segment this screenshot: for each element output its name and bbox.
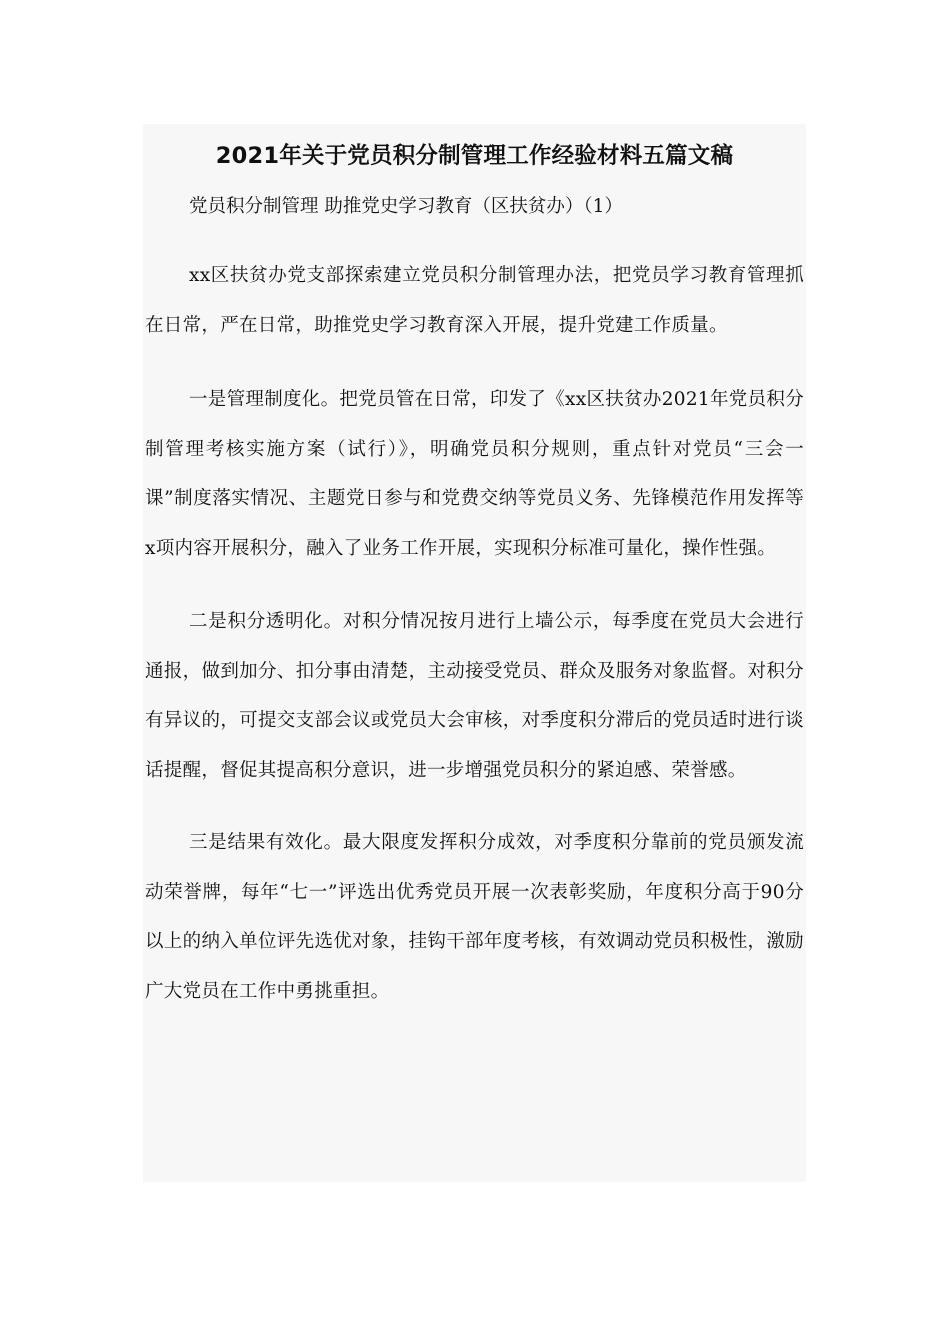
paragraph-results: 三是结果有效化。最大限度发挥积分成效，对季度积分靠前的党员颁发流动荣誉牌，每年“七一”评选出优秀党员开展一次表彰奖励，年度积分高于90分以上的纳入单位评先选优对象，挂钩干部年度考核，有效调动党员积极性，激励广大党员在工作中勇挑重担。 xyxy=(145,832,804,1002)
document-title: 2021年关于党员积分制管理工作经验材料五篇文稿 xyxy=(215,143,734,169)
paragraph-transparency: 二是积分透明化。对积分情况按月进行上墙公示，每季度在党员大会进行通报，做到加分、扣分事由清楚，主动接受党员、群众及服务对象监督。对积分有异议的，可提交支部会议或党员大会审核，对季度积分滞后的党员适时进行谈话提醒，督促其提高积分意识，进一步增强党员积分的紧迫感、荣誉感。 xyxy=(145,611,804,781)
document-subtitle: 党员积分制管理 助推党史学习教育（区扶贫办）（1） xyxy=(189,196,623,217)
paragraph-management: 一是管理制度化。把党员管在日常，印发了《xx区扶贫办2021年党员积分制管理考核实施方案（试行）》，明确党员积分规则，重点针对党员“三会一课”制度落实情况、主题党日参与和党费交纳等党员义务、先锋模范作用发挥等x项内容开展积分，融入了业务工作开展，实现积分标准可量化，操作性强。 xyxy=(145,389,804,559)
document-page xyxy=(143,124,806,1182)
paragraph-intro: xx区扶贫办党支部探索建立党员积分制管理办法，把党员学习教育管理抓在日常，严在日常，助推党史学习教育深入开展，提升党建工作质量。 xyxy=(145,265,804,336)
